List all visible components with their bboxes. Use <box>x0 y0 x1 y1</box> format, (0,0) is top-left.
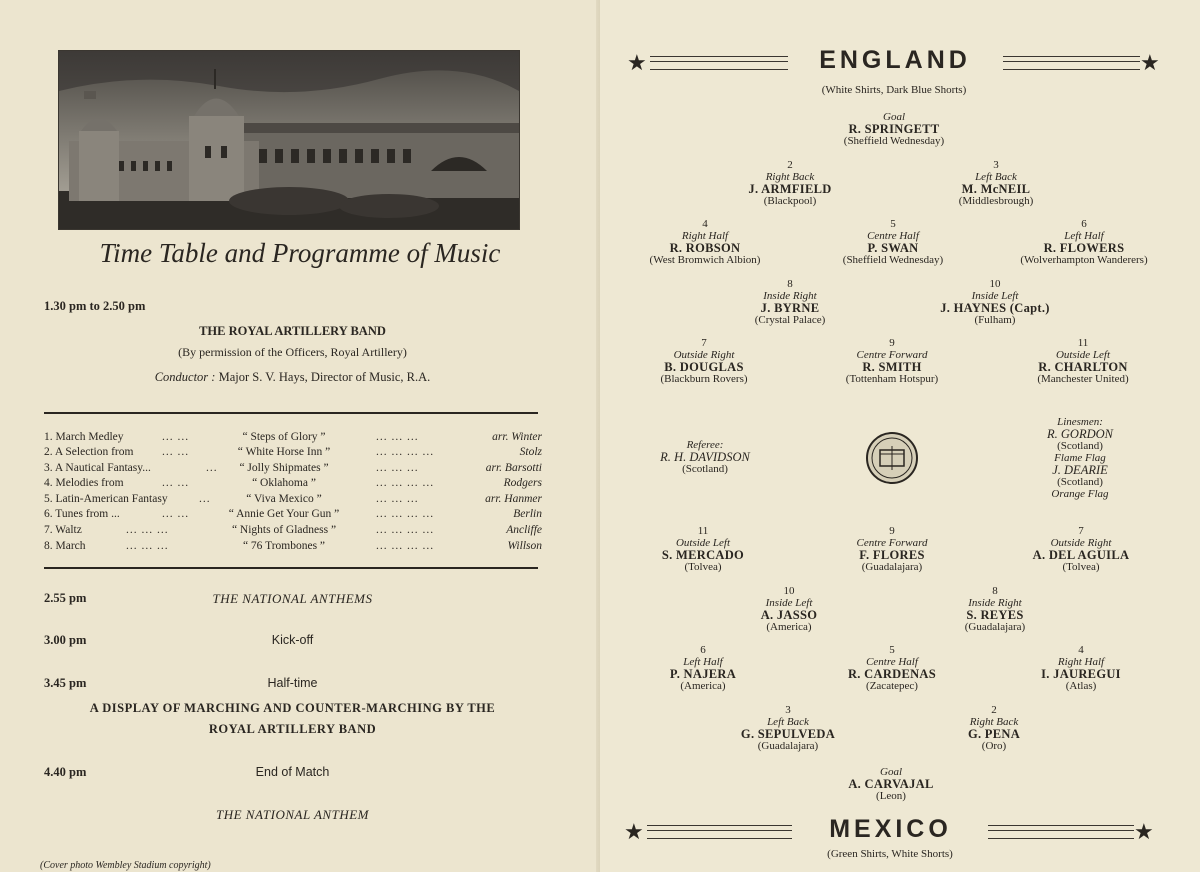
player-number: 10 <box>783 585 795 597</box>
player-number: 8 <box>992 585 998 597</box>
item-name: 8. March <box>44 540 86 552</box>
item-leader: ... ... ... <box>376 462 419 474</box>
player-club: (Fulham) <box>974 314 1016 326</box>
player-name: R. ROBSON <box>669 241 741 255</box>
player-name: J. ARMFIELD <box>748 182 832 196</box>
player-position: Goal <box>880 766 902 778</box>
player-club: (America) <box>766 621 812 633</box>
star-icon: ★ <box>1140 50 1160 75</box>
photo-credit: (Cover photo Wembley Stadium copyright) <box>40 860 211 871</box>
item-leader: ... ... <box>162 446 190 458</box>
conductor-name: Major S. V. Hays, Director of Music, R.A. <box>218 370 431 384</box>
player-number: 4 <box>702 218 708 230</box>
linesmen-label: Linesmen: <box>1057 416 1103 428</box>
stadium-photo <box>58 50 520 230</box>
player-club: (Manchester United) <box>1037 373 1129 385</box>
england-player <box>670 159 910 207</box>
player-club: (Crystal Palace) <box>754 314 826 326</box>
england-player <box>964 218 1200 266</box>
player-name: R. SMITH <box>862 360 922 374</box>
mexico-player <box>875 585 1115 633</box>
crest-emblem-icon <box>866 432 918 484</box>
player-position: Inside Left <box>971 290 1019 302</box>
item-name: 4. Melodies from <box>44 477 124 489</box>
item-title: “ 76 Trombones ” <box>242 540 326 552</box>
player-club: (Atlas) <box>1065 680 1097 692</box>
player-club: (Guadalajara) <box>757 740 819 752</box>
player-name: S. MERCADO <box>661 548 745 562</box>
player-club: (West Bromwich Albion) <box>649 254 761 266</box>
star-icon: ★ <box>1134 819 1154 844</box>
time-end: 4.40 pm <box>44 765 87 779</box>
item-composer: arr. Barsotti <box>485 462 542 474</box>
england-player <box>875 278 1115 326</box>
referee-country: (Scotland) <box>682 463 728 475</box>
item-name: 1. March Medley <box>44 431 124 443</box>
player-name: A. CARVAJAL <box>848 777 934 791</box>
event-halftime: Half-time <box>267 676 318 690</box>
player-club: (Sheffield Wednesday) <box>842 254 944 266</box>
player-name: R. CHARLTON <box>1038 360 1128 374</box>
band-time: 1.30 pm to 2.50 pm <box>44 299 146 313</box>
player-name: I. JAUREGUI <box>1041 667 1121 681</box>
player-position: Centre Forward <box>856 349 928 361</box>
programme-item <box>44 477 544 492</box>
event-anthem: THE NATIONAL ANTHEM <box>215 807 369 822</box>
player-position: Inside Right <box>968 597 1022 609</box>
player-club: (Tottenham Hotspur) <box>845 373 939 385</box>
linesman-name: J. DEARIE <box>1052 463 1108 477</box>
event-kickoff: Kick-off <box>271 633 314 647</box>
item-composer: Willson <box>507 540 542 552</box>
player-number: 6 <box>1081 218 1087 230</box>
player-club: (Wolverhampton Wanderers) <box>1020 254 1148 266</box>
mexico-player <box>961 644 1200 692</box>
item-name: 6. Tunes from ... <box>44 508 120 520</box>
display-line-1: A DISPLAY OF MARCHING AND COUNTER-MARCHING BY THE <box>89 701 496 715</box>
linesmen-block <box>1000 416 1160 500</box>
item-leader: ... ... <box>162 431 190 443</box>
player-position: Inside Left <box>765 597 813 609</box>
item-title: “ White Horse Inn ” <box>237 446 331 458</box>
divider-top <box>44 412 538 414</box>
player-position: Right Back <box>765 171 815 183</box>
player-club: (Middlesbrough) <box>958 195 1034 207</box>
player-club: (Blackburn Rovers) <box>660 373 748 385</box>
item-composer: arr. Winter <box>492 431 542 443</box>
player-name: B. DOUGLAS <box>664 360 744 374</box>
player-position: Outside Left <box>675 537 731 549</box>
item-leader: ... ... ... ... <box>376 446 435 458</box>
event-anthems: THE NATIONAL ANTHEMS <box>212 591 373 606</box>
england-player <box>876 159 1116 207</box>
mexico-player <box>874 704 1114 752</box>
conductor-label: Conductor : <box>154 370 216 384</box>
player-position: Outside Left <box>1055 349 1111 361</box>
england-kit: (White Shirts, Dark Blue Shorts) <box>821 84 967 96</box>
linesman-flag: Orange Flag <box>1051 488 1109 500</box>
item-title: “ Jolly Shipmates ” <box>239 462 329 474</box>
team-england-title: ENGLAND <box>819 46 971 74</box>
player-number: 6 <box>700 644 706 656</box>
player-number: 9 <box>889 337 895 349</box>
programme-item <box>44 446 544 461</box>
player-position: Right Back <box>969 716 1019 728</box>
team-mexico-title: MEXICO <box>829 815 952 843</box>
item-leader: ... ... ... <box>126 540 169 552</box>
player-number: 4 <box>1078 644 1084 656</box>
player-position: Outside Right <box>673 349 735 361</box>
item-leader: ... ... ... ... <box>376 508 435 520</box>
player-number: 3 <box>785 704 791 716</box>
footer-rule-left <box>647 825 792 839</box>
player-number: 11 <box>1077 337 1089 349</box>
mexico-player <box>961 525 1200 573</box>
player-position: Right Half <box>1057 656 1105 668</box>
divider-bottom <box>44 567 538 569</box>
player-number: 5 <box>889 644 895 656</box>
player-position: Left Half <box>683 656 723 668</box>
item-composer: arr. Hanmer <box>485 493 542 505</box>
linesman-country: (Scotland) <box>1057 476 1103 488</box>
player-name: J. HAYNES (Capt.) <box>940 301 1050 315</box>
player-name: S. REYES <box>966 608 1024 622</box>
player-name: R. SPRINGETT <box>848 122 940 136</box>
event-end: End of Match <box>255 765 330 779</box>
item-leader: ... ... ... ... <box>376 524 435 536</box>
player-position: Left Back <box>767 716 809 728</box>
player-position: Centre Half <box>866 656 918 668</box>
referee-label: Referee: <box>686 439 724 451</box>
item-name: 5. Latin-American Fantasy <box>44 493 168 505</box>
programme-item <box>44 540 544 555</box>
header-rule-left <box>650 56 788 70</box>
programme-item <box>44 524 544 539</box>
item-title: “ Oklahoma ” <box>252 477 316 489</box>
player-name: R. CARDENAS <box>847 667 937 681</box>
player-number: 2 <box>991 704 997 716</box>
item-leader: ... <box>206 462 218 474</box>
player-number: 2 <box>787 159 793 171</box>
player-club: (Blackpool) <box>763 195 817 207</box>
time-halftime: 3.45 pm <box>44 676 87 690</box>
item-leader: ... ... ... ... <box>376 477 435 489</box>
player-name: P. SWAN <box>867 241 919 255</box>
programme-item <box>44 431 544 446</box>
item-leader: ... ... <box>162 477 190 489</box>
player-name: J. BYRNE <box>760 301 820 315</box>
display-line-2: ROYAL ARTILLERY BAND <box>208 722 377 736</box>
player-number: 5 <box>890 218 896 230</box>
player-position: Centre Forward <box>856 537 928 549</box>
referee-name: R. H. DAVIDSON <box>660 450 750 464</box>
linesman-country: (Scotland) <box>1057 440 1103 452</box>
item-name: 7. Waltz <box>44 524 82 536</box>
england-player <box>670 278 910 326</box>
footer-rule-right <box>988 825 1134 839</box>
player-position: Left Back <box>975 171 1017 183</box>
item-leader: ... ... ... ... <box>376 540 435 552</box>
player-name: G. SEPULVEDA <box>740 727 836 741</box>
item-composer: Ancliffe <box>506 524 542 536</box>
player-number: 7 <box>701 337 707 349</box>
band-name: THE ROYAL ARTILLERY BAND <box>199 324 386 338</box>
star-icon: ★ <box>627 50 647 75</box>
item-name: 3. A Nautical Fantasy... <box>44 462 151 474</box>
player-club: (Guadalajara) <box>861 561 923 573</box>
mexico-player <box>668 704 908 752</box>
player-position: Right Half <box>681 230 729 242</box>
player-number: 3 <box>993 159 999 171</box>
player-position: Inside Right <box>763 290 817 302</box>
time-kickoff: 3.00 pm <box>44 633 87 647</box>
item-leader: ... <box>199 493 211 505</box>
player-club: (Zacatepec) <box>866 680 918 692</box>
player-name: R. FLOWERS <box>1043 241 1125 255</box>
referee-block <box>610 439 800 475</box>
player-position: Goal <box>883 111 905 123</box>
player-name: A. JASSO <box>760 608 818 622</box>
item-leader: ... ... ... <box>126 524 169 536</box>
item-composer: Stolz <box>519 446 542 458</box>
programme-item <box>44 462 544 477</box>
player-number: 9 <box>889 525 895 537</box>
player-club: (Guadalajara) <box>964 621 1026 633</box>
item-composer: Berlin <box>513 508 542 520</box>
header-rule-right <box>1003 56 1140 70</box>
item-name: 2. A Selection from <box>44 446 134 458</box>
player-name: A. DEL AGUILA <box>1032 548 1130 562</box>
conductor-line <box>0 370 585 385</box>
player-position: Outside Right <box>1050 537 1112 549</box>
player-club: (Sheffield Wednesday) <box>843 135 945 147</box>
player-number: 10 <box>989 278 1001 290</box>
player-club: (Tolvea) <box>684 561 722 573</box>
time-anthems: 2.55 pm <box>44 591 87 605</box>
star-icon: ★ <box>624 819 644 844</box>
player-number: 11 <box>697 525 709 537</box>
player-name: G. PENA <box>967 727 1021 741</box>
player-club: (Leon) <box>876 790 906 802</box>
item-composer: Rodgers <box>503 477 542 489</box>
england-player <box>963 337 1200 385</box>
player-number: 7 <box>1078 525 1084 537</box>
player-position: Left Half <box>1064 230 1104 242</box>
england-player <box>774 111 1014 147</box>
player-club: (Oro) <box>981 740 1007 752</box>
player-name: F. FLORES <box>859 548 925 562</box>
mexico-player <box>771 766 1011 802</box>
programme-item <box>44 493 544 508</box>
player-name: P. NAJERA <box>669 667 737 681</box>
item-title: “ Nights of Gladness ” <box>231 524 337 536</box>
item-title: “ Viva Mexico ” <box>246 493 322 505</box>
page-title: Time Table and Programme of Music <box>99 238 501 268</box>
player-club: (Tolvea) <box>1062 561 1100 573</box>
programme-item <box>44 508 544 523</box>
linesman-name: R. GORDON <box>1047 427 1113 441</box>
band-permission: (By permission of the Officers, Royal Artillery) <box>178 345 407 359</box>
item-leader: ... ... ... <box>376 493 419 505</box>
item-title: “ Annie Get Your Gun ” <box>228 508 340 520</box>
item-title: “ Steps of Glory ” <box>242 431 326 443</box>
player-position: Centre Half <box>867 230 919 242</box>
mexico-player <box>669 585 909 633</box>
player-club: (America) <box>680 680 726 692</box>
item-leader: ... ... <box>162 508 190 520</box>
player-name: M. McNEIL <box>961 182 1031 196</box>
item-leader: ... ... ... <box>376 431 419 443</box>
mexico-kit: (Green Shirts, White Shorts) <box>827 848 953 860</box>
linesman-flag: Flame Flag <box>1054 452 1106 464</box>
player-number: 8 <box>787 278 793 290</box>
